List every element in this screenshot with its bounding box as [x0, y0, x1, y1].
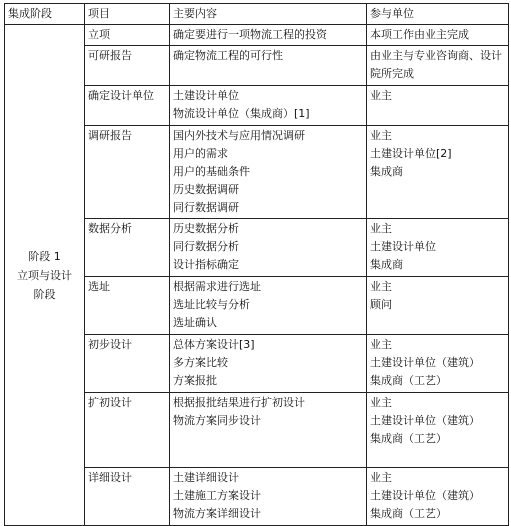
content-line: 土建设计单位 [173, 89, 239, 102]
item-cell: 初步设计 [85, 335, 170, 393]
participant-line: 土建设计单位[2] [370, 147, 452, 160]
header-participants: 参与单位 [367, 4, 509, 25]
item-label: 确定设计单位 [88, 89, 154, 102]
participants-cell [367, 468, 509, 526]
content-line: 设计指标确定 [173, 258, 239, 271]
item-cell: 详细设计 [85, 468, 170, 526]
item-cell [85, 86, 170, 126]
participants-cell [367, 46, 509, 86]
content-line: 用户的基础条件 [173, 165, 250, 178]
content-line: 多方案比较 [173, 356, 228, 369]
content-line: 土建详细设计 [173, 471, 239, 484]
content-line: 物流方案详细设计 [173, 507, 261, 520]
participant-line: 顾问 [370, 298, 392, 311]
content-cell [170, 25, 367, 46]
participant-line: 集成商（工艺） [370, 374, 447, 387]
content-line: 国内外技术与应用情况调研 [173, 129, 305, 142]
content-line: 历史数据分析 [173, 222, 239, 235]
header-stage: 集成阶段 [5, 4, 85, 25]
content-line: 确定物流工程的可行性 [173, 49, 283, 62]
content-cell [170, 46, 367, 86]
item-cell: 调研报告 [85, 126, 170, 219]
stage-line-3: 阶段 [33, 287, 56, 301]
content-cell [170, 393, 367, 468]
stage-line-2: 立项与设计 [17, 268, 72, 282]
content-line: 物流方案同步设计 [173, 414, 261, 427]
item-cell: 数据分析 [85, 219, 170, 277]
participants-cell [367, 25, 509, 46]
content-cell [170, 219, 367, 277]
participant-line: 业主 [370, 129, 392, 142]
content-line: 选址比较与分析 [173, 298, 250, 311]
stage-cell [5, 25, 85, 526]
content-line: 同行数据调研 [173, 201, 239, 214]
participant-line: 集成商 [370, 165, 403, 178]
participant-line: 土建设计单位 [370, 240, 436, 253]
participant-line: 集成商（工艺） [370, 507, 447, 520]
content-cell [170, 126, 367, 219]
participant-line: 土建设计单位（建筑） [370, 414, 480, 427]
participants-cell [367, 393, 509, 468]
participants-cell [367, 219, 509, 277]
content-line: 选址确认 [173, 316, 217, 329]
participants-cell [367, 126, 509, 219]
participant-line: 业主 [370, 89, 392, 102]
participant-line: 业主 [370, 471, 392, 484]
content-line: 物流设计单位（集成商）[1] [173, 107, 310, 120]
item-cell: 选址 [85, 277, 170, 335]
participant-line: 集成商（工艺） [370, 432, 447, 445]
document-page [4, 3, 509, 526]
item-cell: 立项 [85, 25, 170, 46]
table-row [5, 25, 509, 46]
content-line: 土建施工方案设计 [173, 489, 261, 502]
participants-cell [367, 335, 509, 393]
content-cell [170, 277, 367, 335]
participant-line: 土建设计单位（建筑） [370, 356, 480, 369]
participant-line: 由业主与专业咨询商、设计院所完成 [370, 49, 502, 80]
participant-line: 业主 [370, 280, 392, 293]
participants-cell [367, 86, 509, 126]
participant-line: 集成商 [370, 258, 403, 271]
header-content: 主要内容 [170, 4, 367, 25]
content-line: 确定要进行一项物流工程的投资 [173, 28, 327, 41]
content-line: 总体方案设计[3] [173, 338, 255, 351]
participant-line: 本项工作由业主完成 [370, 28, 469, 41]
content-line: 同行数据分析 [173, 240, 239, 253]
participant-line: 业主 [370, 338, 392, 351]
stage-line-1: 阶段 1 [28, 249, 61, 263]
participant-line: 业主 [370, 396, 392, 409]
header-item: 项目 [85, 4, 170, 25]
content-cell [170, 335, 367, 393]
content-line: 方案报批 [173, 374, 217, 387]
participant-line: 业主 [370, 222, 392, 235]
item-cell: 可研报告 [85, 46, 170, 86]
content-line: 用户的需求 [173, 147, 228, 160]
participants-cell [367, 277, 509, 335]
content-line: 根据需求进行选址 [173, 280, 261, 293]
content-cell [170, 468, 367, 526]
table-header-row [5, 4, 509, 25]
participant-line: 土建设计单位（建筑） [370, 489, 480, 502]
content-line: 根据报批结果进行扩初设计 [173, 396, 305, 409]
content-cell [170, 86, 367, 126]
integration-stage-table [4, 3, 509, 526]
item-cell: 扩初设计 [85, 393, 170, 468]
content-line: 历史数据调研 [173, 183, 239, 196]
